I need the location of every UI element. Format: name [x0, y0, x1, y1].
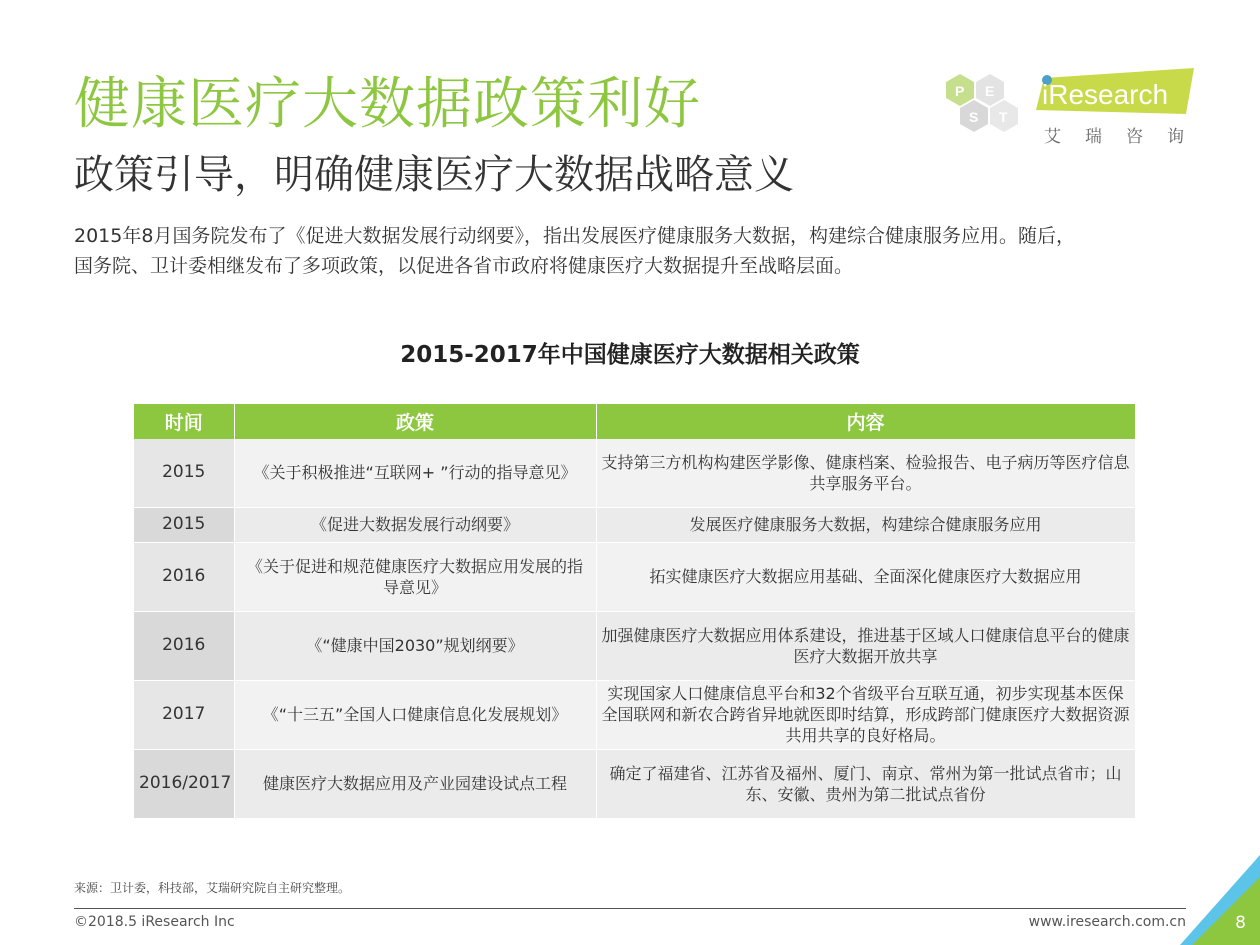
- cell-policy: 《关于积极推进“互联网+ ”行动的指导意见》: [234, 439, 596, 507]
- cell-year: 2016: [134, 542, 234, 611]
- iresearch-logo: [936, 66, 1208, 152]
- copyright-text: ©2018.5 iResearch Inc: [74, 914, 235, 930]
- cell-content: 支持第三方机构构建医学影像、健康档案、检验报告、电子病历等医疗信息共享服务平台。: [596, 439, 1135, 507]
- cell-policy: 《关于促进和规范健康医疗大数据应用发展的指导意见》: [234, 542, 596, 611]
- cell-content: 发展医疗健康服务大数据，构建综合健康服务应用: [596, 507, 1135, 542]
- intro-line-2: 国务院、卫计委相继发布了多项政策，以促进各省市政府将健康医疗大数据提升至战略层面。: [74, 255, 854, 277]
- table-row: [134, 439, 1135, 507]
- header-time: 时间: [134, 404, 234, 439]
- website-link[interactable]: www.iresearch.com.cn: [1028, 914, 1186, 930]
- logo-letter-p: P: [955, 83, 965, 99]
- page-subtitle: 政策引导，明确健康医疗大数据战略意义: [74, 152, 794, 198]
- page-number: 8: [1235, 913, 1246, 933]
- cell-content: 加强健康医疗大数据应用体系建设，推进基于区域人口健康信息平台的健康医疗大数据开放共享: [596, 611, 1135, 680]
- intro-line-1: 2015年8月国务院发布了《促进大数据发展行动纲要》，指出发展医疗健康服务大数据，构建综合健康服务应用。随后，: [74, 225, 1075, 247]
- cell-year: 2017: [134, 680, 234, 749]
- logo-brand-cn: 艾瑞咨询: [1044, 127, 1208, 147]
- cell-year: 2016: [134, 611, 234, 680]
- policy-table: [134, 404, 1136, 819]
- cell-year: 2016/2017: [134, 749, 234, 818]
- corner-decoration: [1180, 855, 1260, 945]
- intro-paragraph: [74, 221, 1194, 281]
- table-row: [134, 611, 1135, 680]
- header-policy: 政策: [234, 404, 596, 439]
- logo-letter-s: S: [969, 109, 979, 125]
- cell-policy: 健康医疗大数据应用及产业园建设试点工程: [234, 749, 596, 818]
- cell-content: 实现国家人口健康信息平台和32个省级平台互联互通，初步实现基本医保全国联网和新农合跨省异地就医即时结算，形成跨部门健康医疗大数据资源共用共享的良好格局。: [596, 680, 1135, 749]
- table-row: [134, 542, 1135, 611]
- table-header-row: [134, 404, 1135, 439]
- table-row: [134, 680, 1135, 749]
- logo-letter-e: E: [985, 83, 995, 99]
- footer-divider: [74, 908, 1186, 909]
- cell-year: 2015: [134, 507, 234, 542]
- cell-year: 2015: [134, 439, 234, 507]
- page-title: 健康医疗大数据政策利好: [74, 72, 701, 137]
- logo-letter-t: T: [999, 109, 1008, 125]
- cell-content: 确定了福建省、江苏省及福州、厦门、南京、常州为第一批试点省市；山东、安徽、贵州为第二批试点省份: [596, 749, 1135, 818]
- logo-brand-text: iResearch: [1042, 79, 1169, 110]
- cell-policy: 《促进大数据发展行动纲要》: [234, 507, 596, 542]
- header-content: 内容: [596, 404, 1135, 439]
- table-row: [134, 749, 1135, 818]
- cell-content: 拓实健康医疗大数据应用基础、全面深化健康医疗大数据应用: [596, 542, 1135, 611]
- table-row: [134, 507, 1135, 542]
- cell-policy: 《“十三五”全国人口健康信息化发展规划》: [234, 680, 596, 749]
- source-note: 来源：卫计委，科技部，艾瑞研究院自主研究整理。: [74, 881, 351, 895]
- cell-policy: 《“健康中国2030”规划纲要》: [234, 611, 596, 680]
- table-title: 2015-2017年中国健康医疗大数据相关政策: [400, 342, 860, 368]
